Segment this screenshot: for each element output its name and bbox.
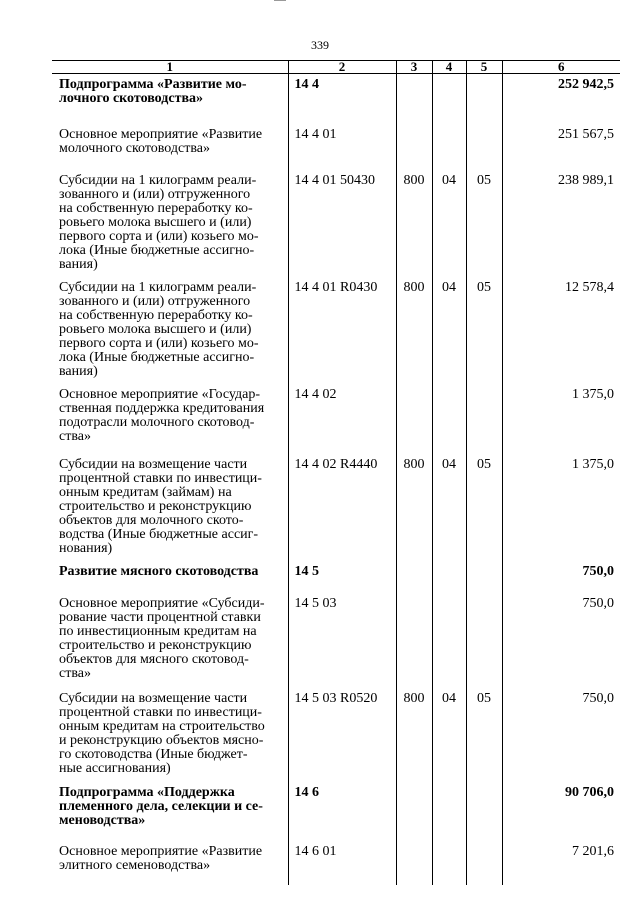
- row-section: 04: [432, 454, 466, 561]
- row-amount: 252 942,5: [502, 74, 620, 125]
- row-name: [52, 74, 288, 125]
- row-amount: 90 706,0: [502, 782, 620, 841]
- row-amount: 1 375,0: [502, 454, 620, 561]
- row-name-line: Основное мероприятие «Развитие: [59, 844, 263, 859]
- row-name: [52, 841, 288, 885]
- row-name: [52, 170, 288, 277]
- row-name-line: вания): [59, 364, 98, 379]
- row-code: 14 4 02 R4440: [288, 454, 396, 561]
- row-name-line: водства (Иные бюджетные ассиг-: [59, 527, 259, 542]
- row-code: 14 6: [288, 782, 396, 841]
- row-subsection: [466, 384, 502, 454]
- column-header-4: 4: [432, 61, 466, 74]
- budget-table: [52, 60, 620, 885]
- row-name: [52, 688, 288, 782]
- row-name-line: ства»: [59, 429, 91, 444]
- column-header-2: 2: [288, 61, 396, 74]
- row-name-line: племенного дела, селекции и се-: [59, 799, 263, 814]
- table-row: [52, 170, 620, 277]
- row-name-line: зованного и (или) отгруженного: [59, 294, 251, 309]
- row-subsection: [466, 782, 502, 841]
- row-name-line: подотрасли молочного скотовод-: [59, 415, 255, 430]
- row-name-line: Субсидии на возмещение части: [59, 457, 248, 472]
- row-name-line: процентной ставки по инвестици-: [59, 705, 262, 720]
- row-code: 14 5: [288, 561, 396, 593]
- column-header-5: 5: [466, 61, 502, 74]
- row-name-line: строительство и реконструкцию: [59, 499, 252, 514]
- row-group: [396, 384, 432, 454]
- table-row: [52, 277, 620, 384]
- row-code: 14 6 01: [288, 841, 396, 885]
- header-row: [52, 61, 620, 74]
- row-name-line: онным кредитам на строительство: [59, 719, 265, 734]
- row-subsection: 05: [466, 170, 502, 277]
- table-row: [52, 124, 620, 170]
- row-amount: 7 201,6: [502, 841, 620, 885]
- row-name-line: Основное мероприятие «Субсиди-: [59, 596, 265, 611]
- row-name-line: процентной ставки по инвестици-: [59, 471, 262, 486]
- row-subsection: [466, 561, 502, 593]
- row-group: 800: [396, 454, 432, 561]
- row-name-line: по инвестиционным кредитам на: [59, 624, 257, 639]
- row-name-line: Основное мероприятие «Государ-: [59, 387, 260, 402]
- row-group: [396, 841, 432, 885]
- row-subsection: 05: [466, 277, 502, 384]
- row-code: 14 4 01 50430: [288, 170, 396, 277]
- table-row: [52, 593, 620, 688]
- row-name-line: Основное мероприятие «Развитие: [59, 127, 263, 142]
- row-name-line: на собственную переработку ко-: [59, 201, 253, 216]
- column-header-1: 1: [52, 61, 288, 74]
- table-row: [52, 782, 620, 841]
- row-group: 800: [396, 277, 432, 384]
- row-group: [396, 124, 432, 170]
- row-name-line: Субсидии на 1 килограмм реали-: [59, 280, 257, 295]
- row-section: [432, 124, 466, 170]
- row-name-line: нования): [59, 541, 113, 556]
- row-name-line: элитного семеноводства»: [59, 858, 211, 873]
- row-name-line: ные ассигнования): [59, 761, 171, 776]
- row-amount: 12 578,4: [502, 277, 620, 384]
- page-number: 339: [311, 38, 329, 52]
- row-group: [396, 593, 432, 688]
- row-amount: 251 567,5: [502, 124, 620, 170]
- row-group: 800: [396, 688, 432, 782]
- row-subsection: [466, 593, 502, 688]
- row-name-line: Развитие мясного скотоводства: [59, 564, 259, 579]
- row-name-line: объектов для мясного скотовод-: [59, 652, 249, 667]
- row-name-line: объектов для молочного ското-: [59, 513, 244, 528]
- row-name-line: го скотоводства (Иные бюджет-: [59, 747, 248, 762]
- row-name-line: ственная поддержка кредитования: [59, 401, 265, 416]
- row-name-line: лока (Иные бюджетные ассигно-: [59, 243, 255, 258]
- row-name-line: первого сорта и (или) козьего мо-: [59, 336, 259, 351]
- row-amount: 750,0: [502, 561, 620, 593]
- row-subsection: [466, 74, 502, 125]
- row-name: [52, 593, 288, 688]
- row-amount: 238 989,1: [502, 170, 620, 277]
- row-code: 14 5 03: [288, 593, 396, 688]
- row-name-line: и реконструкцию объектов мясно-: [59, 733, 264, 748]
- column-header-3: 3: [396, 61, 432, 74]
- row-name-line: онным кредитам (займам) на: [59, 485, 232, 500]
- row-section: [432, 593, 466, 688]
- row-subsection: 05: [466, 454, 502, 561]
- row-code: 14 5 03 R0520: [288, 688, 396, 782]
- row-section: 04: [432, 170, 466, 277]
- row-subsection: [466, 841, 502, 885]
- row-code: 14 4 01: [288, 124, 396, 170]
- row-name-line: меноводства»: [59, 813, 146, 828]
- table-row: [52, 384, 620, 454]
- table-row: [52, 454, 620, 561]
- table-row: [52, 74, 620, 125]
- row-subsection: 05: [466, 688, 502, 782]
- table-row: [52, 841, 620, 885]
- row-name: [52, 454, 288, 561]
- row-name-line: ровьего молока высшего и (или): [59, 215, 252, 230]
- row-group: [396, 561, 432, 593]
- row-group: [396, 74, 432, 125]
- row-name-line: зованного и (или) отгруженного: [59, 187, 251, 202]
- row-name-line: ровьего молока высшего и (или): [59, 322, 252, 337]
- row-code: 14 4 02: [288, 384, 396, 454]
- row-name-line: строительство и реконструкцию: [59, 638, 252, 653]
- row-name-line: Субсидии на возмещение части: [59, 691, 248, 706]
- row-name-line: на собственную переработку ко-: [59, 308, 253, 323]
- row-name-line: Подпрограмма «Развитие мо-: [59, 77, 247, 92]
- row-subsection: [466, 124, 502, 170]
- row-section: 04: [432, 277, 466, 384]
- row-code: 14 4 01 R0430: [288, 277, 396, 384]
- row-name: [52, 782, 288, 841]
- table-row: [52, 561, 620, 593]
- row-name-line: Субсидии на 1 килограмм реали-: [59, 173, 257, 188]
- row-name: [52, 124, 288, 170]
- row-name-line: первого сорта и (или) козьего мо-: [59, 229, 259, 244]
- row-section: [432, 782, 466, 841]
- row-name-line: лочного скотоводства»: [59, 91, 204, 106]
- row-amount: 1 375,0: [502, 384, 620, 454]
- column-header-6: 6: [502, 61, 620, 74]
- row-name: [52, 384, 288, 454]
- row-section: 04: [432, 688, 466, 782]
- row-name-line: вания): [59, 257, 98, 272]
- row-name-line: молочного скотоводства»: [59, 141, 210, 156]
- row-section: [432, 561, 466, 593]
- row-name: [52, 561, 288, 593]
- row-section: [432, 74, 466, 125]
- row-name-line: Подпрограмма «Поддержка: [59, 785, 235, 800]
- row-section: [432, 384, 466, 454]
- row-name: [52, 277, 288, 384]
- row-name-line: лока (Иные бюджетные ассигно-: [59, 350, 255, 365]
- scan-mark: [274, 0, 286, 7]
- row-amount: 750,0: [502, 688, 620, 782]
- row-group: 800: [396, 170, 432, 277]
- row-amount: 750,0: [502, 593, 620, 688]
- row-section: [432, 841, 466, 885]
- row-name-line: рование части процентной ставки: [59, 610, 261, 625]
- table-row: [52, 688, 620, 782]
- row-name-line: ства»: [59, 666, 91, 681]
- row-code: 14 4: [288, 74, 396, 125]
- row-group: [396, 782, 432, 841]
